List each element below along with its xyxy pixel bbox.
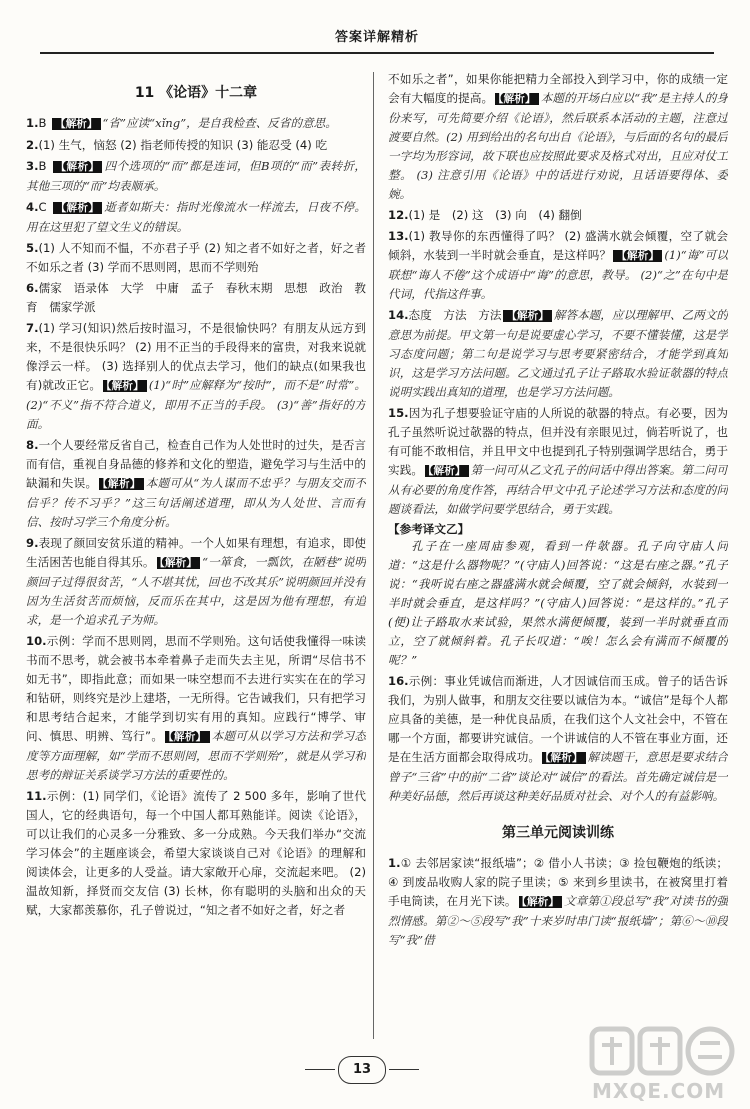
right-answer-list-a: [388, 70, 728, 519]
analysis-tag: 【解析】: [613, 250, 662, 262]
analysis-tag: 【解析】: [495, 93, 538, 105]
analysis-text: 解答本题，应以理解甲、乙两文的意思为前提。甲文第一句是说要虚心学习，不要不懂装懂，这是学习态度问题；第二句是说学习与思考要紧密结合，才能学到真知识，这是学习方法问题。乙文通过孔子让子路取水验证欹器的特点说明实践出真知的道理，也是学习方法问题。: [388, 308, 728, 399]
answer-text: (1) 学习(知识)然后按时温习，不是很愉快吗？有朋友从远方到来，不是很快乐吗？ (2) 用不正当的手段得来的富贵，对我来说就像浮云一样。 (3) 选择别人的优点去学习，他们的缺点(如果我也有)就改正它。: [26, 321, 366, 392]
analysis-text: (1)“时”应解释为“按时”，而不是“时常”。 (2)“不义”指不符合道义，即用不正当的手段。 (3)“善”指好的方面。: [26, 378, 366, 431]
column-divider: [373, 72, 374, 1039]
answer-number: 12.: [388, 208, 409, 222]
answer-text: 不如乐之者”，如果你能把精力全部投入到学习中，你的成绩一定会有大幅度的提高。: [388, 72, 728, 105]
answer-number: 11.: [26, 789, 47, 803]
answer-number: 1.: [388, 856, 401, 870]
analysis-tag: 【解析】: [542, 752, 586, 764]
section-title-lunyu: 11 《论语》十二章: [134, 85, 258, 101]
left-column: [26, 70, 366, 1049]
answer-number: 4.: [26, 200, 39, 214]
watermark-logo-icon: [588, 1023, 738, 1081]
watermark-url: MXQE.COM: [592, 1079, 726, 1103]
watermark: [588, 1023, 738, 1103]
reference-translation-text: 孔子在一座周庙参观，看到一件欹器。孔子向守庙人问道：“这是什么器物呢？”(守庙人)回答说：“这是右座之器。”孔子说：“我听说右座之器盛满水就会倾覆，空了就会倾斜，水装到一半时就会垂直，是这样吗？”(守庙人)回答说：“是这样的。”孔子(便)让子路取水来试验，果然水满便倾覆，装到一半时就垂直而立，空了就倾斜着。孔子长叹道：“唉！怎么会有满而不倾覆的呢？”: [388, 539, 728, 667]
answer-text: (1) 人不知而不愠，不亦君子乎 (2) 知之者不如好之者，好之者不如乐之者 (3) 学而不思则罔，思而不学则殆: [26, 241, 366, 274]
analysis-tag: 【解析】: [99, 478, 143, 490]
analysis-text: 解读题干，意思是要求结合曾子“三省”中的前“二省”谈论对“诚信”的看法。首先确定诚信是一种美好品德，然后再谈这种美好品质对社会、对个人的有益影响。: [388, 750, 728, 803]
left-answer-list: [26, 114, 366, 920]
answer-number: 3.: [26, 159, 39, 173]
analysis-text: 本题的开场白应以“我”是主持人的身份来写，可先简要介绍《论语》，然后联系本活动的主题，注意过渡要自然。(2) 用到给出的名句出自《论语》，与后面的名句的最后一字均为形容词，故下联也应按照此要求及格式对出，且应对仗工整。 (3) 注意引用《论语》中的话进行劝说，且话语要得体、委婉。: [388, 91, 728, 201]
header-title: 答案详解精析: [334, 30, 419, 45]
analysis-tag: 【解析】: [503, 310, 551, 322]
analysis-tag: 【解析】: [165, 731, 209, 743]
answer-item: [26, 114, 366, 134]
answer-item: [388, 672, 728, 806]
answer-number: 2.: [26, 138, 39, 152]
analysis-tag: 【解析】: [519, 896, 562, 908]
answer-text: B: [38, 116, 51, 130]
analysis-text: 第一问可从乙文孔子的问话中得出答案。第二问可从有必要的角度作答，再结合甲文中孔子论述学习方法和态度的问题谈看法，如做学问要学思结合，勇于实践。: [388, 463, 728, 516]
answer-item: [26, 632, 366, 785]
answer-number: 14.: [388, 308, 409, 322]
analysis-tag: 【解析】: [425, 465, 469, 477]
answer-item: [26, 136, 366, 155]
answer-item: [26, 279, 366, 317]
analysis-tag: 【解析】: [52, 118, 100, 130]
analysis-tag: 【解析】: [103, 380, 147, 392]
answer-text: C: [38, 200, 51, 214]
answer-text: B: [38, 159, 51, 173]
answer-number: 7.: [26, 321, 39, 335]
analysis-text: 文章第①段总写“我”对读书的强烈情感。第②～⑤段写“我”十来岁时串门读“报纸墙”；第⑥～⑩段写“我”借: [388, 894, 728, 947]
answer-text: 示例：(1) 同学们，《论语》流传了 2 500 多年，影响了世代国人，它的经典语句，每一个中国人都耳熟能详。阅读《论语》，可以让我们的心灵多一分雅致、多一分成熟。今天我们举办“交流学习体会”的主题座谈会，希望大家谈谈自己对《论语》的理解和阅读体会，让更多的人受益。请大家敞开心扉，交流起来吧。 (2) 温故知新，择贤而交友信 (3) 长林，你有聪明的头脑和出众的天赋，大家都羡慕你，孔子曾说过，“知之者不如好之者，好之者: [26, 789, 366, 917]
analysis-text: 本题可从以学习方法和学习态度等方面理解，如“学而不思则罔，思而不学则殆”，就是从学习和思考的辩证关系谈学习方法的重要性的。: [26, 729, 366, 782]
answer-text: 儒家 语录体 大学 中庸 孟子 春秋末期 思想 政治 教育 儒家学派: [26, 281, 366, 314]
answer-number: 8.: [26, 438, 39, 452]
right-column: [388, 70, 728, 1049]
answer-number: 13.: [388, 229, 409, 243]
answer-number: 16.: [388, 674, 409, 688]
answer-item: [26, 319, 366, 434]
answer-text: 表现了颜回安贫乐道的精神。一个人如果有理想，有追求，即使生活困苦也能自得其乐。: [26, 536, 366, 569]
answer-text: (1) 是 (2) 这 (3) 向 (4) 翻倒: [408, 208, 582, 222]
analysis-text: 四个选项的“而”都是连词，但B项的“而”表转折，其他三项的“而”均表顺承。: [26, 159, 366, 193]
answer-item: [388, 854, 728, 950]
answer-text: 态度 方法 方法: [408, 308, 502, 322]
answer-number: 1.: [26, 116, 39, 130]
answer-number: 10.: [26, 634, 47, 648]
page-header: [40, 8, 714, 60]
answer-item: [388, 404, 728, 519]
answer-number: 6.: [26, 281, 39, 295]
answer-text: (1) 教导你的东西懂得了吗？ (2) 盛满水就会倾覆，空了就会倾斜，水装到一半时就会垂直，是这样吗？: [388, 229, 728, 262]
answer-text: 一个人要经常反省自己，检查自己作为人处世时的过失，是否言而有信，重视自身品德的修养和文化的塑造，避免学习与生活中的缺漏和失误。: [26, 438, 366, 490]
answer-text: 因为孔子想要验证守庙的人所说的欹器的特点。有必要，因为孔子虽然听说过欹器的特点，但并没有亲眼见过，倘若听说了，也有可能不敢相信，并且甲文中也提到孔子特别强调学思结合，勇于实践。: [388, 406, 728, 477]
analysis-text: “一箪食，一瓢饮，在陋巷”说明颜回子过得很贫苦，“人不堪其忧，回也不改其乐”说明颜回并没有因为生活贫苦而烦恼，反而乐在其中，这是因为他有理想，有追求，是一个追求孔子为师。: [26, 555, 366, 627]
answer-text: 示例：事业凭诚信而渐进，人才因诚信而玉成。曾子的话告诉我们，为别人做事，和朋友交往要以诚信为本。“诚信”是每个人都应具备的美德，是一种优良品质，在我们这个人文社会中，不管在哪一个方面，都要讲究诚信。一个讲诚信的人不管在事业方面，还是在生活方面都会取得成功。: [388, 674, 728, 764]
answer-item: [388, 70, 728, 204]
answer-item: [26, 787, 366, 920]
answer-text: 示例：学而不思则罔，思而不学则殆。这句话使我懂得一味读书而不思考，就会被书本牵着鼻子走而失去主见，所谓“尽信书不如无书”，即指此意；而如果一味空想而不去进行实实在在的学习和钻研，则终究是沙上建塔，一无所得。它告诫我们，只有把学习和思考结合起来，才能学到切实有用的真知。应践行“博学、审问、慎思、明辨、笃行”。: [26, 634, 366, 743]
answer-item: [26, 198, 366, 237]
analysis-text: “省”应读“xǐng”，是自我检查、反省的意思。: [102, 116, 337, 130]
answer-text: (1) 生气，恼怒 (2) 指老师传授的知识 (3) 能忍受 (4) 吃: [38, 138, 328, 152]
right-answer-list-b: [388, 672, 728, 806]
answer-text: ① 去邻居家读“报纸墙”；② 借小人书读；③ 捡包鞭炮的纸读；④ 到废品收购人家的院子里读；⑤ 来到乡里读书，在被窝里打着手电筒读，在月光下读。: [388, 856, 728, 908]
answer-number: 15.: [388, 406, 409, 420]
answer-item: [26, 157, 366, 196]
analysis-text: 逝者如斯夫：指时光像流水一样流去，日夜不停。用在这里犯了望文生义的错误。: [26, 200, 366, 234]
answer-item: [26, 534, 366, 630]
analysis-tag: 【解析】: [157, 557, 200, 569]
answer-number: 5.: [26, 241, 39, 255]
analysis-text: 本题可从“为人谋而不忠乎？与朋友交而不信乎？传不习乎？”这三句话阐述道理，即从为人处世、言而有信、按时习学三个角度分析。: [26, 476, 366, 529]
answer-number: 9.: [26, 536, 39, 550]
page-number: 13: [338, 1056, 386, 1084]
answer-item: [388, 206, 728, 225]
analysis-tag: 【解析】: [53, 202, 103, 214]
right-answer-list-c: [388, 854, 728, 950]
section-title-unit3: 第三单元阅读训练: [502, 825, 614, 841]
analysis-text: (1)“诲”可以联想“诲人不倦”这个成语中“诲”的意思，教导。 (2)“之”在句中是代词，代指这件事。: [388, 248, 728, 301]
answer-item: [388, 227, 728, 304]
answer-item: [26, 239, 366, 277]
reference-translation-tag: 【参考译文乙】: [388, 522, 470, 536]
answer-item: [388, 306, 728, 402]
analysis-tag: 【解析】: [53, 161, 103, 173]
answer-item: [26, 436, 366, 532]
header-rule: [40, 52, 714, 54]
